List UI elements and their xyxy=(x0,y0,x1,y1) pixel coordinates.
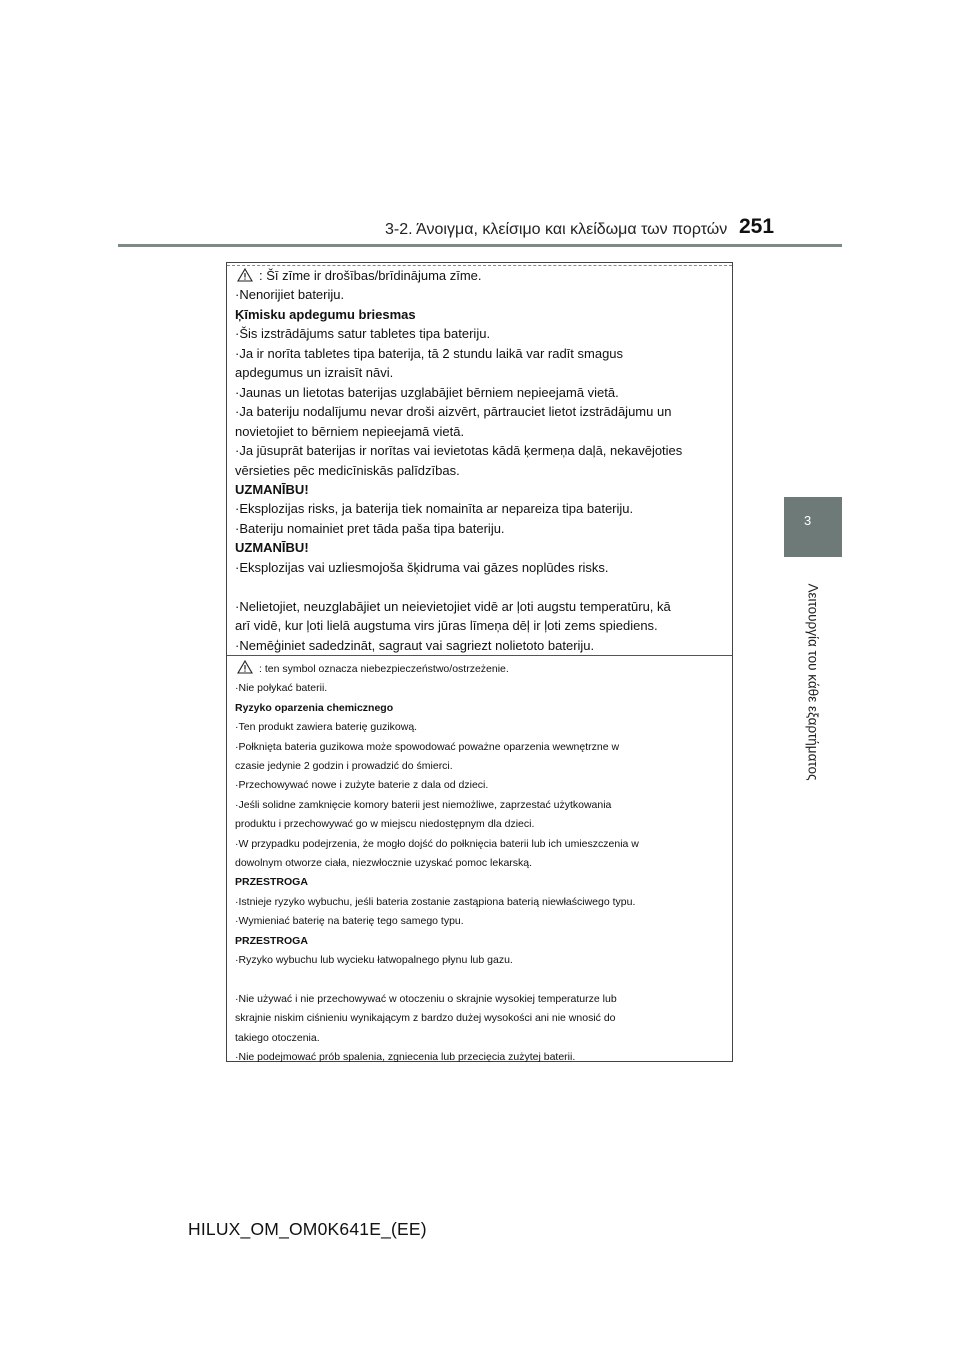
warning-box xyxy=(226,262,733,1062)
warning-heading: PRZESTROGA xyxy=(235,934,308,947)
warning-text-line: ·Przechowywać nowe i zużyte baterie z dala od dzieci. xyxy=(235,779,489,792)
warning-text-line: ·Bateriju nomainiet pret tāda paša tipa bateriju. xyxy=(235,520,505,536)
warning-text-line: ·Połknięta bateria guzikowa może spowodować poważne oparzenia wewnętrzne w xyxy=(235,740,620,753)
warning-text-line: ·Nenorijiet bateriju. xyxy=(235,287,345,303)
warning-text-line: ·Eksplozijas risks, ja baterija tiek nomainīta ar nepareiza tipa bateriju. xyxy=(235,501,634,517)
warning-text-line: ·Ryzyko wybuchu lub wycieku łatwopalnego płynu lub gazu. xyxy=(235,954,513,967)
warning-text-line: ·Ja bateriju nodalījumu nevar droši aizvērt, pārtrauciet lietot izstrādājumu un xyxy=(235,404,672,420)
warning-text-line: czasie jedynie 2 godzin i prowadzić do śmierci. xyxy=(235,760,453,773)
warning-text-line: ·Ja ir norīta tabletes tipa baterija, tā 2 stundu laikā var radīt smagus xyxy=(235,345,624,361)
warning-heading: UZMANĪBU! xyxy=(235,540,309,556)
blank-line xyxy=(235,577,731,596)
warning-triangle-icon xyxy=(237,268,253,282)
warning-heading: Ryzyko oparzenia chemicznego xyxy=(235,701,394,714)
warning-text-line: ·Wymieniać baterię na baterię tego samego typu. xyxy=(235,915,464,928)
polish-symbol-line xyxy=(235,660,731,679)
warning-text-line: ·Ja jūsuprāt baterijas ir norītas vai ievietotas kādā ķermeņa daļā, nekavējoties xyxy=(235,443,683,459)
latvian-symbol-text: : Šī zīme ir drošības/brīdinājuma zīme. xyxy=(259,268,482,283)
header-rule xyxy=(118,244,842,247)
warning-text-line: ·Nie używać i nie przechowywać w otoczeniu o skrajnie wysokiej temperaturze lub xyxy=(235,992,617,1005)
warning-text-line: produktu i przechowywać go w miejscu niedostępnym dla dzieci. xyxy=(235,818,535,831)
latvian-symbol-line xyxy=(235,266,731,285)
warning-text-line: novietojiet to bērniem nepieejamā vietā. xyxy=(235,423,465,439)
warning-text-line: skrajnie niskim ciśnieniu wynikającym z bardzo dużej wysokości ani nie wnosić do xyxy=(235,1012,616,1025)
section-title: 3-2. Άνοιγμα, κλείσιμο και κλείδωμα των πορτών xyxy=(385,221,728,238)
warning-text-line: ·Istnieje ryzyko wybuchu, jeśli bateria zostanie zastąpiona baterią niewłaściwego typu. xyxy=(235,895,636,908)
warning-text-line: ·Nemēģiniet sadedzināt, sagraut vai sagriezt nolietoto bateriju. xyxy=(235,637,595,653)
warning-text-line: ·Nelietojiet, neuzglabājiet un neievietojiet vidē ar ļoti augstu temperatūru, kā xyxy=(235,598,671,614)
latvian-warning-section xyxy=(235,266,731,655)
warning-text-line: apdegumus un izraisīt nāvi. xyxy=(235,365,394,381)
warning-text-line: vērsieties pēc medicīniskās palīdzības. xyxy=(235,462,460,478)
document-code: HILUX_OM_OM0K641E_(EE) xyxy=(188,1219,427,1239)
page-number: 251 xyxy=(739,215,775,238)
warning-text-line: ·Jaunas un lietotas baterijas uzglabājiet bērniem nepieejamā vietā. xyxy=(235,384,619,400)
polish-symbol-text: : ten symbol oznacza niebezpieczeństwo/ostrzeżenie. xyxy=(259,663,509,675)
polish-warning-section xyxy=(235,660,731,1068)
warning-heading: PRZESTROGA xyxy=(235,876,308,889)
warning-text-line: arī vidē, kur ļoti lielā augstuma virs jūras līmeņa dēļ ir ļoti zems spiediens. xyxy=(235,618,658,634)
warning-heading: UZMANĪBU! xyxy=(235,481,309,497)
warning-text-line: ·Nie połykać baterii. xyxy=(235,682,328,695)
warning-text-line: ·Nie podejmować prób spalenia, zgniecenia lub przecięcia zużytej baterii. xyxy=(235,1051,576,1064)
warning-text-line: ·W przypadku podejrzenia, że mogło dojść do połknięcia baterii lub ich umieszczenia w xyxy=(235,837,639,850)
chapter-title: Λειτουργία του κάθε εξαρτήματος xyxy=(805,583,821,781)
warning-text-line: takiego otoczenia. xyxy=(235,1031,320,1044)
warning-text-line: ·Šis izstrādājums satur tabletes tipa bateriju. xyxy=(235,326,491,342)
chapter-tab xyxy=(784,497,842,557)
warning-text-line: dowolnym otworze ciała, niezwłocznie uzyskać pomoc lekarską. xyxy=(235,857,533,870)
section-divider xyxy=(227,655,732,656)
warning-text-line: ·Eksplozijas vai uzliesmojoša šķidruma vai gāzes noplūdes risks. xyxy=(235,559,609,575)
warning-triangle-icon xyxy=(237,660,253,674)
warning-text-line: ·Ten produkt zawiera baterię guzikową. xyxy=(235,721,418,734)
blank-line xyxy=(235,971,731,990)
chapter-number: 3 xyxy=(804,513,812,528)
warning-text-line: ·Jeśli solidne zamknięcie komory baterii jest niemożliwe, zaprzestać użytkowania xyxy=(235,798,612,811)
warning-heading: Ķīmisku apdegumu briesmas xyxy=(235,306,416,322)
